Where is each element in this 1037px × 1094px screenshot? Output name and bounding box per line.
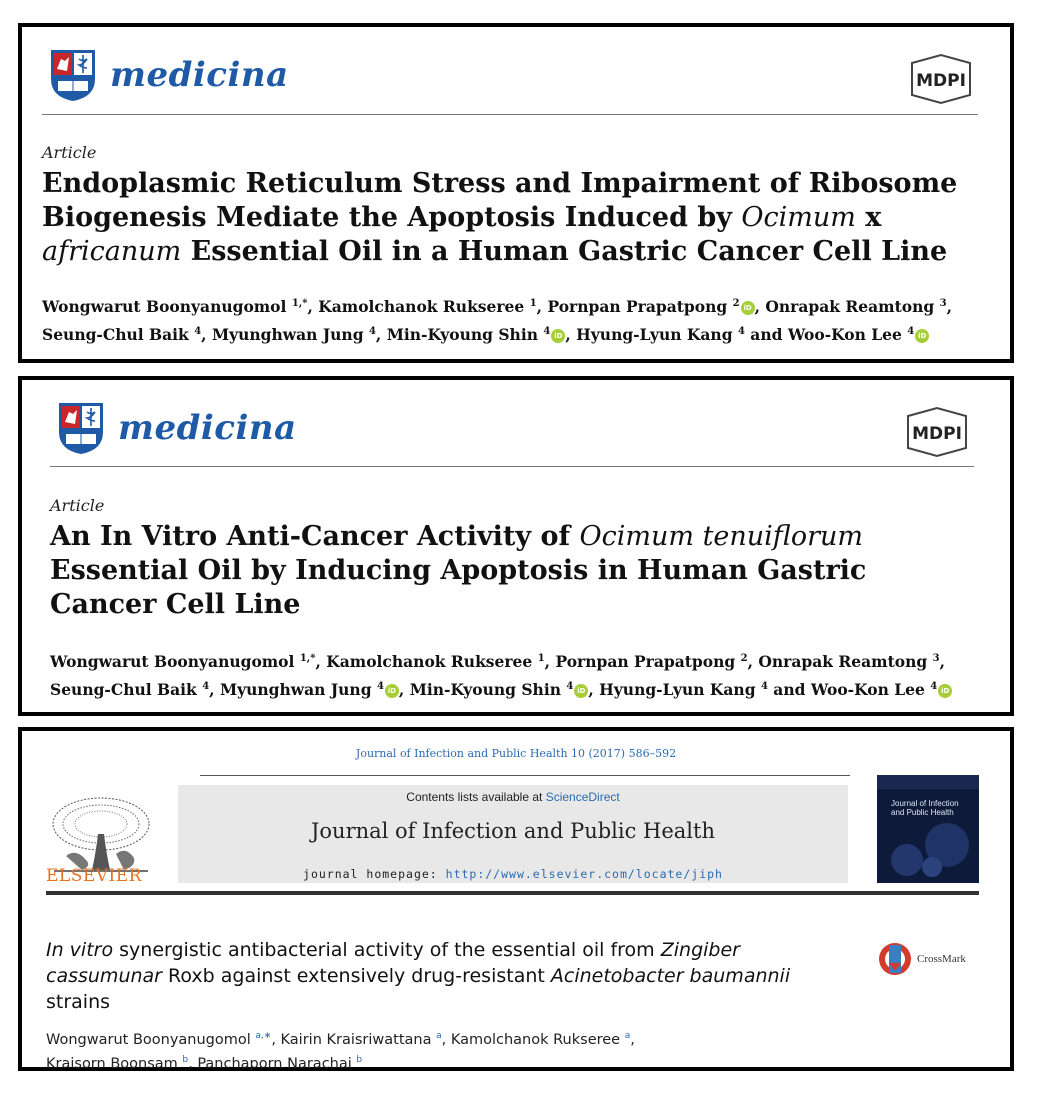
header-rule bbox=[42, 114, 978, 115]
affiliation-marker: 4 bbox=[566, 681, 574, 693]
journal-banner bbox=[178, 785, 848, 883]
orcid-icon[interactable]: iD bbox=[385, 684, 399, 698]
journal-title: Journal of Infection and Public Health bbox=[310, 819, 715, 843]
author[interactable] bbox=[387, 325, 566, 344]
homepage-prefix: journal homepage: bbox=[303, 867, 446, 881]
crossmark-label: CrossMark bbox=[917, 953, 966, 965]
affiliation-marker: 4 bbox=[368, 326, 376, 338]
author-name: Kraisorn Boonsam bbox=[46, 1055, 178, 1072]
author[interactable] bbox=[50, 652, 315, 671]
author[interactable] bbox=[42, 325, 201, 344]
author-name: Seung-Chul Baik bbox=[42, 325, 189, 345]
title-segment: Roxb against extensively drug-resistant bbox=[161, 965, 551, 987]
affiliation-marker: 3 bbox=[939, 298, 947, 309]
journal-name: medicina bbox=[110, 55, 289, 95]
author-name: Hyung-Lyun Kang bbox=[576, 325, 733, 345]
header-rule bbox=[200, 775, 850, 776]
affiliation-marker: 4 bbox=[543, 326, 551, 338]
author[interactable] bbox=[318, 297, 536, 316]
sciencedirect-link[interactable]: ScienceDirect bbox=[545, 790, 620, 804]
author-name: Pornpan Prapatpong bbox=[547, 297, 728, 317]
author-name: Kairin Kraisriwattana bbox=[280, 1031, 432, 1048]
orcid-icon[interactable]: iD bbox=[915, 329, 929, 343]
author-name: Seung-Chul Baik bbox=[50, 680, 197, 700]
author[interactable] bbox=[326, 652, 544, 671]
author-name: Kamolchanok Rukseree bbox=[318, 297, 525, 317]
author[interactable] bbox=[281, 1032, 442, 1048]
title-italic-segment: In vitro bbox=[46, 939, 114, 961]
author-name: Wongwarut Boonyanugomol bbox=[42, 297, 287, 317]
author-list: Wongwarut Boonyanugomol $^{1,*}$, Kamolchanok Rukseree $^1$, Pornpan Prapatpong $^2$, Onrapak Reamtong $^3$, Seung-Chul Baik $^4$, Myunghwan Jung $^4$ iD , Min-Kyoung Shin $^4$ iD , Hyung-Lyun Kang $^4$ and Woo-Kon Lee $^4$ iD bbox=[50, 646, 990, 702]
author[interactable] bbox=[50, 680, 209, 699]
author[interactable] bbox=[765, 297, 946, 316]
contents-prefix: Contents lists available at bbox=[406, 790, 546, 804]
medicina-crest-icon bbox=[56, 400, 106, 456]
author-name: Min-Kyoung Shin bbox=[409, 680, 561, 700]
article-title bbox=[46, 937, 826, 1015]
article-header-2 bbox=[18, 376, 1014, 716]
affiliation-marker: b bbox=[182, 1054, 189, 1065]
author-name: Wongwarut Boonyanugomol bbox=[50, 652, 295, 672]
article-header-1 bbox=[18, 23, 1014, 363]
journal-brand bbox=[56, 400, 297, 456]
journal-cover bbox=[877, 775, 979, 883]
author-name: Myunghwan Jung bbox=[211, 325, 364, 345]
medicina-crest-icon bbox=[48, 47, 98, 103]
crossmark-icon bbox=[875, 941, 915, 977]
author-name: Onrapak Reamtong bbox=[758, 652, 928, 672]
homepage-line bbox=[178, 867, 848, 881]
affiliation-marker: a bbox=[436, 1031, 442, 1041]
author[interactable] bbox=[220, 680, 399, 699]
author-name: Hyung-Lyun Kang bbox=[599, 680, 756, 700]
author-name: Panchaporn Narachai bbox=[197, 1055, 352, 1072]
author[interactable] bbox=[46, 1032, 271, 1048]
author-name: Woo-Kon Lee bbox=[810, 680, 925, 700]
affiliation-marker: 1 bbox=[537, 653, 545, 664]
journal-name: medicina bbox=[118, 408, 297, 448]
journal-brand bbox=[48, 47, 289, 103]
author-name: Onrapak Reamtong bbox=[765, 297, 935, 317]
author[interactable] bbox=[42, 297, 307, 316]
title-italic-segment: Acinetobacter baumannii bbox=[550, 965, 791, 987]
publisher-logo-text: ELSEVIER bbox=[46, 866, 142, 886]
title-segment: Essential Oil in a Human Gastric Cancer Cell Line bbox=[181, 236, 948, 267]
section-rule bbox=[46, 891, 979, 895]
cover-title: Journal of Infection and Public Health bbox=[891, 799, 959, 817]
author[interactable] bbox=[46, 1056, 188, 1072]
author-name: Pornpan Prapatpong bbox=[555, 652, 736, 672]
author[interactable] bbox=[197, 1056, 362, 1072]
author[interactable] bbox=[451, 1032, 630, 1048]
title-segment: An In Vitro Anti-Cancer Activity of bbox=[50, 521, 580, 552]
mdpi-logo-icon bbox=[898, 406, 976, 458]
orcid-icon[interactable]: iD bbox=[741, 301, 755, 315]
article-title bbox=[42, 167, 972, 269]
affiliation-marker: 3 bbox=[932, 653, 940, 664]
affiliation-marker: 1,* bbox=[299, 653, 316, 664]
journal-citation: Journal of Infection and Public Health 10 (2017) 586–592 bbox=[355, 747, 677, 760]
article-type: Article bbox=[50, 496, 105, 515]
affiliation-marker: 2 bbox=[740, 653, 748, 664]
author-name: Wongwarut Boonyanugomol bbox=[46, 1031, 251, 1048]
article-type: Article bbox=[42, 143, 97, 162]
publisher-name: MDPI bbox=[916, 71, 966, 91]
author-name: Kamolchanok Rukseree bbox=[450, 1031, 621, 1048]
affiliation-marker: b bbox=[356, 1054, 363, 1065]
title-italic-segment: Ocimum bbox=[741, 202, 856, 233]
publisher-name: MDPI bbox=[912, 424, 962, 444]
author[interactable] bbox=[599, 680, 768, 699]
author[interactable] bbox=[547, 297, 754, 316]
affiliation-marker: 4 bbox=[376, 681, 384, 693]
header-rule bbox=[50, 466, 974, 467]
title-segment: x bbox=[855, 202, 882, 233]
author[interactable] bbox=[212, 325, 376, 344]
author-name: Min-Kyoung Shin bbox=[386, 325, 538, 345]
author-name: Woo-Kon Lee bbox=[787, 325, 902, 345]
author-name: Myunghwan Jung bbox=[219, 680, 372, 700]
title-segment: Endoplasmic Reticulum Stress and Impairment of Ribosome Biogenesis Mediate the Apoptosis Induced by bbox=[42, 168, 958, 233]
cover-art bbox=[877, 775, 979, 883]
title-italic-segment: Zingiber cassumunar bbox=[46, 939, 740, 987]
author-list: Wongwarut Boonyanugomol $^{a,∗}$, Kairin Kraisriwattana $^a$, Kamolchanok Rukseree $^a$, Kraisorn Boonsam $^b$, Panchaporn Narachai $^b$ bbox=[46, 1031, 635, 1072]
author[interactable] bbox=[410, 680, 589, 699]
affiliation-marker: 4 bbox=[907, 326, 915, 338]
affiliation-marker: 4 bbox=[737, 326, 745, 338]
author[interactable] bbox=[788, 325, 929, 344]
orcid-icon[interactable]: iD bbox=[551, 329, 565, 343]
title-segment: strains bbox=[46, 991, 111, 1013]
article-title bbox=[50, 520, 980, 622]
affiliation-marker: 4 bbox=[202, 681, 210, 693]
affiliation-marker: 4 bbox=[760, 681, 768, 693]
elsevier-article-header bbox=[18, 727, 1014, 1071]
orcid-icon[interactable]: iD bbox=[574, 684, 588, 698]
author-list: Wongwarut Boonyanugomol $^{1,*}$, Kamolchanok Rukseree $^1$, Pornpan Prapatpong $^2$ iD , Onrapak Reamtong $^3$, Seung-Chul Baik $^4$, Myunghwan Jung $^4$, Min-Kyoung Shin $^4$ iD , Hyung-Lyun Kang $^4$ and Woo-Kon Lee $^4$ iD bbox=[42, 297, 952, 345]
contents-line bbox=[178, 790, 848, 804]
title-italic-segment: africanum bbox=[42, 236, 182, 267]
orcid-icon[interactable]: iD bbox=[938, 684, 952, 698]
affiliation-marker: a bbox=[624, 1031, 631, 1041]
affiliation-marker: a,∗ bbox=[255, 1031, 272, 1041]
author[interactable] bbox=[811, 680, 952, 699]
author-name: Kamolchanok Rukseree bbox=[326, 652, 533, 672]
author[interactable] bbox=[576, 325, 745, 344]
title-segment: Essential Oil by Inducing Apoptosis in Human Gastric Cancer Cell Line bbox=[50, 555, 867, 620]
homepage-link[interactable]: http://www.elsevier.com/locate/jiph bbox=[445, 867, 723, 881]
mdpi-logo-icon bbox=[902, 53, 980, 105]
affiliation-marker: 4 bbox=[194, 326, 202, 338]
affiliation-marker: 1,* bbox=[291, 298, 308, 309]
title-italic-segment: Ocimum tenuiflorum bbox=[579, 521, 863, 552]
crossmark-badge[interactable] bbox=[875, 941, 966, 977]
author[interactable] bbox=[555, 652, 747, 671]
affiliation-marker: 4 bbox=[930, 681, 938, 693]
title-segment: synergistic antibacterial activity of the essential oil from bbox=[113, 939, 661, 961]
author[interactable] bbox=[758, 652, 939, 671]
affiliation-marker: 2 bbox=[732, 298, 740, 309]
affiliation-marker: 1 bbox=[529, 298, 537, 309]
